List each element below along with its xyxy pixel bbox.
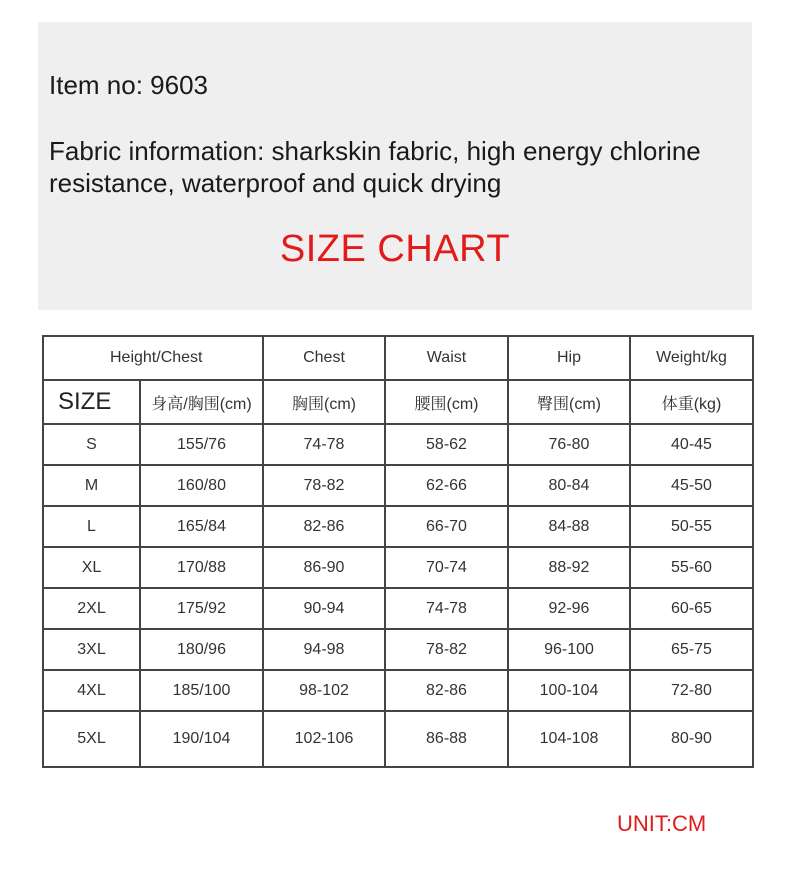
cell-size: L <box>43 506 140 547</box>
cell-waist: 58-62 <box>385 424 508 465</box>
table-row <box>43 588 753 629</box>
cell-weight: 65-75 <box>630 629 753 670</box>
cell-hip: 100-104 <box>508 670 630 711</box>
cell-hip: 80-84 <box>508 465 630 506</box>
cell-chest: 74-78 <box>263 424 385 465</box>
cell-weight: 40-45 <box>630 424 753 465</box>
cell-size: XL <box>43 547 140 588</box>
cell-waist: 74-78 <box>385 588 508 629</box>
cell-hip: 84-88 <box>508 506 630 547</box>
cell-size: 3XL <box>43 629 140 670</box>
cell-hip: 92-96 <box>508 588 630 629</box>
fabric-information: Fabric information: sharkskin fabric, high energy chlorine resistance, waterproof and quick drying <box>49 136 701 198</box>
unit-label: UNIT:CM <box>617 811 707 836</box>
cell-weight: 72-80 <box>630 670 753 711</box>
header-cn-waist: 腰围(cm) <box>385 380 508 424</box>
cell-chest: 82-86 <box>263 506 385 547</box>
cell-waist: 62-66 <box>385 465 508 506</box>
table-header-english <box>43 336 753 380</box>
cell-weight: 55-60 <box>630 547 753 588</box>
header-cn-chest: 胸围(cm) <box>263 380 385 424</box>
header-waist: Waist <box>385 336 508 380</box>
table-row <box>43 465 753 506</box>
table-row <box>43 711 753 767</box>
cell-weight: 80-90 <box>630 711 753 767</box>
cell-weight: 45-50 <box>630 465 753 506</box>
cell-chest: 86-90 <box>263 547 385 588</box>
header-cn-hip: 臀围(cm) <box>508 380 630 424</box>
table-row <box>43 506 753 547</box>
cell-weight: 50-55 <box>630 506 753 547</box>
cell-hip: 88-92 <box>508 547 630 588</box>
cell-chest: 78-82 <box>263 465 385 506</box>
cell-height-chest: 190/104 <box>140 711 263 767</box>
size-chart-title: SIZE CHART <box>279 228 511 270</box>
cell-size: 4XL <box>43 670 140 711</box>
table-row <box>43 547 753 588</box>
cell-size: S <box>43 424 140 465</box>
cell-chest: 90-94 <box>263 588 385 629</box>
cell-height-chest: 160/80 <box>140 465 263 506</box>
cell-waist: 82-86 <box>385 670 508 711</box>
cell-weight: 60-65 <box>630 588 753 629</box>
header-cn-weight: 体重(kg) <box>630 380 753 424</box>
cell-height-chest: 170/88 <box>140 547 263 588</box>
header-cn-height-chest: 身高/胸围(cm) <box>140 380 263 424</box>
header-hip: Hip <box>508 336 630 380</box>
header-weight: Weight/kg <box>630 336 753 380</box>
cell-waist: 70-74 <box>385 547 508 588</box>
cell-height-chest: 155/76 <box>140 424 263 465</box>
cell-waist: 66-70 <box>385 506 508 547</box>
table-row <box>43 424 753 465</box>
cell-chest: 102-106 <box>263 711 385 767</box>
size-table <box>42 335 754 768</box>
cell-height-chest: 175/92 <box>140 588 263 629</box>
item-number: Item no: 9603 <box>49 70 208 100</box>
table-header-chinese <box>43 380 753 424</box>
cell-chest: 94-98 <box>263 629 385 670</box>
header-size: SIZE <box>43 380 140 424</box>
cell-size: 2XL <box>43 588 140 629</box>
cell-height-chest: 165/84 <box>140 506 263 547</box>
cell-height-chest: 185/100 <box>140 670 263 711</box>
table-row <box>43 629 753 670</box>
table-body <box>43 424 753 767</box>
cell-height-chest: 180/96 <box>140 629 263 670</box>
cell-hip: 76-80 <box>508 424 630 465</box>
table-row <box>43 670 753 711</box>
cell-size: M <box>43 465 140 506</box>
header-chest: Chest <box>263 336 385 380</box>
cell-waist: 78-82 <box>385 629 508 670</box>
cell-chest: 98-102 <box>263 670 385 711</box>
cell-size: 5XL <box>43 711 140 767</box>
cell-hip: 96-100 <box>508 629 630 670</box>
header-height-chest: Height/Chest <box>43 336 263 380</box>
cell-waist: 86-88 <box>385 711 508 767</box>
cell-hip: 104-108 <box>508 711 630 767</box>
